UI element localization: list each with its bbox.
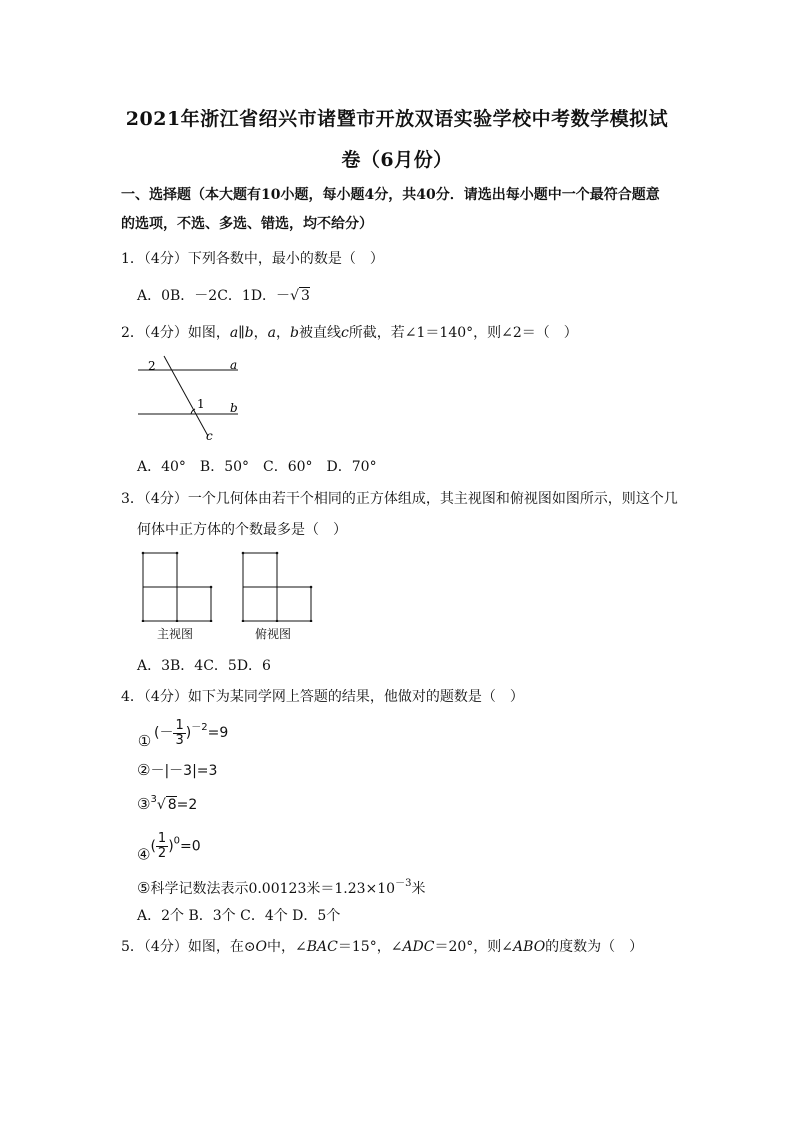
top-view-bottom-left-square [243, 587, 277, 621]
item-marker: ⑤ [137, 879, 151, 897]
front-view-bottom-left-square [143, 587, 177, 621]
q5-stem-part: ＝20°，则∠ [434, 939, 514, 955]
rhs: =2 [176, 797, 198, 813]
q5-stem-part: ＝15°，∠ [337, 939, 403, 955]
q2-stem-part: 所截，若∠1＝140°，则∠2＝（ ） [348, 325, 578, 341]
radicand: 8 [167, 797, 177, 813]
top-view-top-square [243, 553, 277, 587]
q1-options-text: A．0B．－2C．1D．－ [137, 288, 291, 304]
q3-front-view-figure [140, 550, 216, 622]
fraction [173, 719, 185, 748]
q3-stem-line2: 何体中正方体的个数最多是（ ） [137, 522, 347, 538]
q3-top-view-figure [240, 550, 316, 622]
item-marker: ③ [137, 795, 151, 813]
front-view-top-square [143, 553, 177, 587]
exponent: －3 [395, 878, 412, 889]
front-view-bottom-right-square [177, 587, 211, 621]
numerator: 1 [175, 717, 184, 733]
q2-var-c: c [340, 325, 349, 341]
top-view-bottom-right-square [277, 587, 311, 621]
fig-label-c: c [206, 429, 213, 443]
denominator: 2 [157, 846, 167, 861]
q2-options: A．40° B．50° C．60° D．70° [137, 459, 377, 475]
fig-label-b: b [230, 401, 238, 415]
q3-stem-line1: 3．（4分）一个几何体由若干个相同的正方体组成，其主视图和俯视图如图所示，则这个几 [121, 491, 678, 507]
fig-label-2: 2 [148, 359, 156, 373]
paren-open: (－ [154, 725, 174, 741]
q3-options: A．3B．4C．5D．6 [137, 658, 271, 674]
q3-top-view-label: 俯视图 [255, 627, 292, 641]
q4-item-2 [137, 760, 217, 780]
item-marker: ① [137, 732, 152, 750]
q2-stem-part: 2．（4分）如图， [121, 325, 230, 341]
q2-var-b: b [244, 325, 254, 341]
line-c [164, 356, 208, 436]
paren-close: ) [185, 725, 192, 741]
q2-stem-part: 被直线 [298, 325, 341, 341]
q4-stem: 4．（4分）如下为某同学网上答题的结果，他做对的题数是（ ） [121, 689, 524, 705]
q2-figure-parallel-lines [134, 352, 244, 444]
q4-item-4 [137, 832, 201, 864]
item-text: 科学记数法表示0.00123米＝1.23×10 [150, 881, 396, 897]
sqrt-symbol: √ [290, 288, 299, 304]
exponent: －2 [191, 722, 208, 733]
section-heading-line1: 一、选择题（本大题有10小题，每小题4分，共40分．请选出每小题中一个最符合题意 [121, 187, 660, 203]
fig-label-1: 1 [197, 397, 205, 411]
unit: 米 [411, 881, 426, 897]
q2-var-a: a [267, 325, 276, 341]
rhs: =9 [207, 725, 229, 741]
root-index: 3 [150, 794, 157, 805]
paren-close: ) [168, 838, 174, 855]
rhs: =0 [180, 838, 201, 855]
q1-stem: 1．（4分）下列各数中，最小的数是（ ） [121, 251, 384, 267]
q2-var-a: a [229, 325, 239, 341]
q1-radicand: 3 [300, 288, 310, 304]
fraction [156, 832, 168, 861]
q5-stem [121, 936, 643, 956]
q2-stem [121, 322, 578, 342]
q4-item-3 [137, 794, 197, 813]
q5-var-o: O [255, 939, 268, 955]
parallel-symbol: ∥ [238, 325, 245, 341]
q4-options: A．2个 B．3个 C．4个 D．5个 [137, 908, 341, 924]
denominator: 3 [175, 732, 184, 748]
item-marker: ② [137, 761, 151, 779]
q2-comma: ， [253, 325, 268, 341]
item-marker: ④ [137, 845, 151, 864]
q2-var-b: b [289, 325, 299, 341]
q4-item-5 [137, 874, 425, 898]
paren-open: ( [150, 838, 156, 855]
exam-title-line1: 2021年浙江省绍兴市诸暨市开放双语实验学校中考数学模拟试 [125, 108, 669, 130]
numerator: 1 [157, 831, 167, 846]
q5-var-adc: ADC [402, 939, 435, 955]
item-text: －|－3|=3 [150, 763, 218, 779]
q5-var-abo: ABO [513, 939, 546, 955]
q5-var-bac: BAC [306, 939, 338, 955]
q2-comma: ， [275, 325, 290, 341]
exam-title-line2: 卷（6月份） [341, 149, 453, 171]
sqrt-symbol: √ [156, 797, 166, 813]
fig-label-a: a [230, 358, 238, 372]
q5-stem-part: 中，∠ [267, 939, 307, 955]
q1-options [137, 285, 310, 305]
q3-front-view-label: 主视图 [157, 627, 194, 641]
q5-stem-part: 的度数为（ ） [545, 939, 644, 955]
section-heading-line2: 的选项，不选、多选、错选，均不给分） [121, 216, 373, 232]
q4-item-1 [137, 718, 228, 749]
q5-stem-part: 5．（4分）如图，在⊙ [121, 939, 256, 955]
section-heading [121, 181, 681, 239]
exponent: 0 [173, 835, 181, 847]
